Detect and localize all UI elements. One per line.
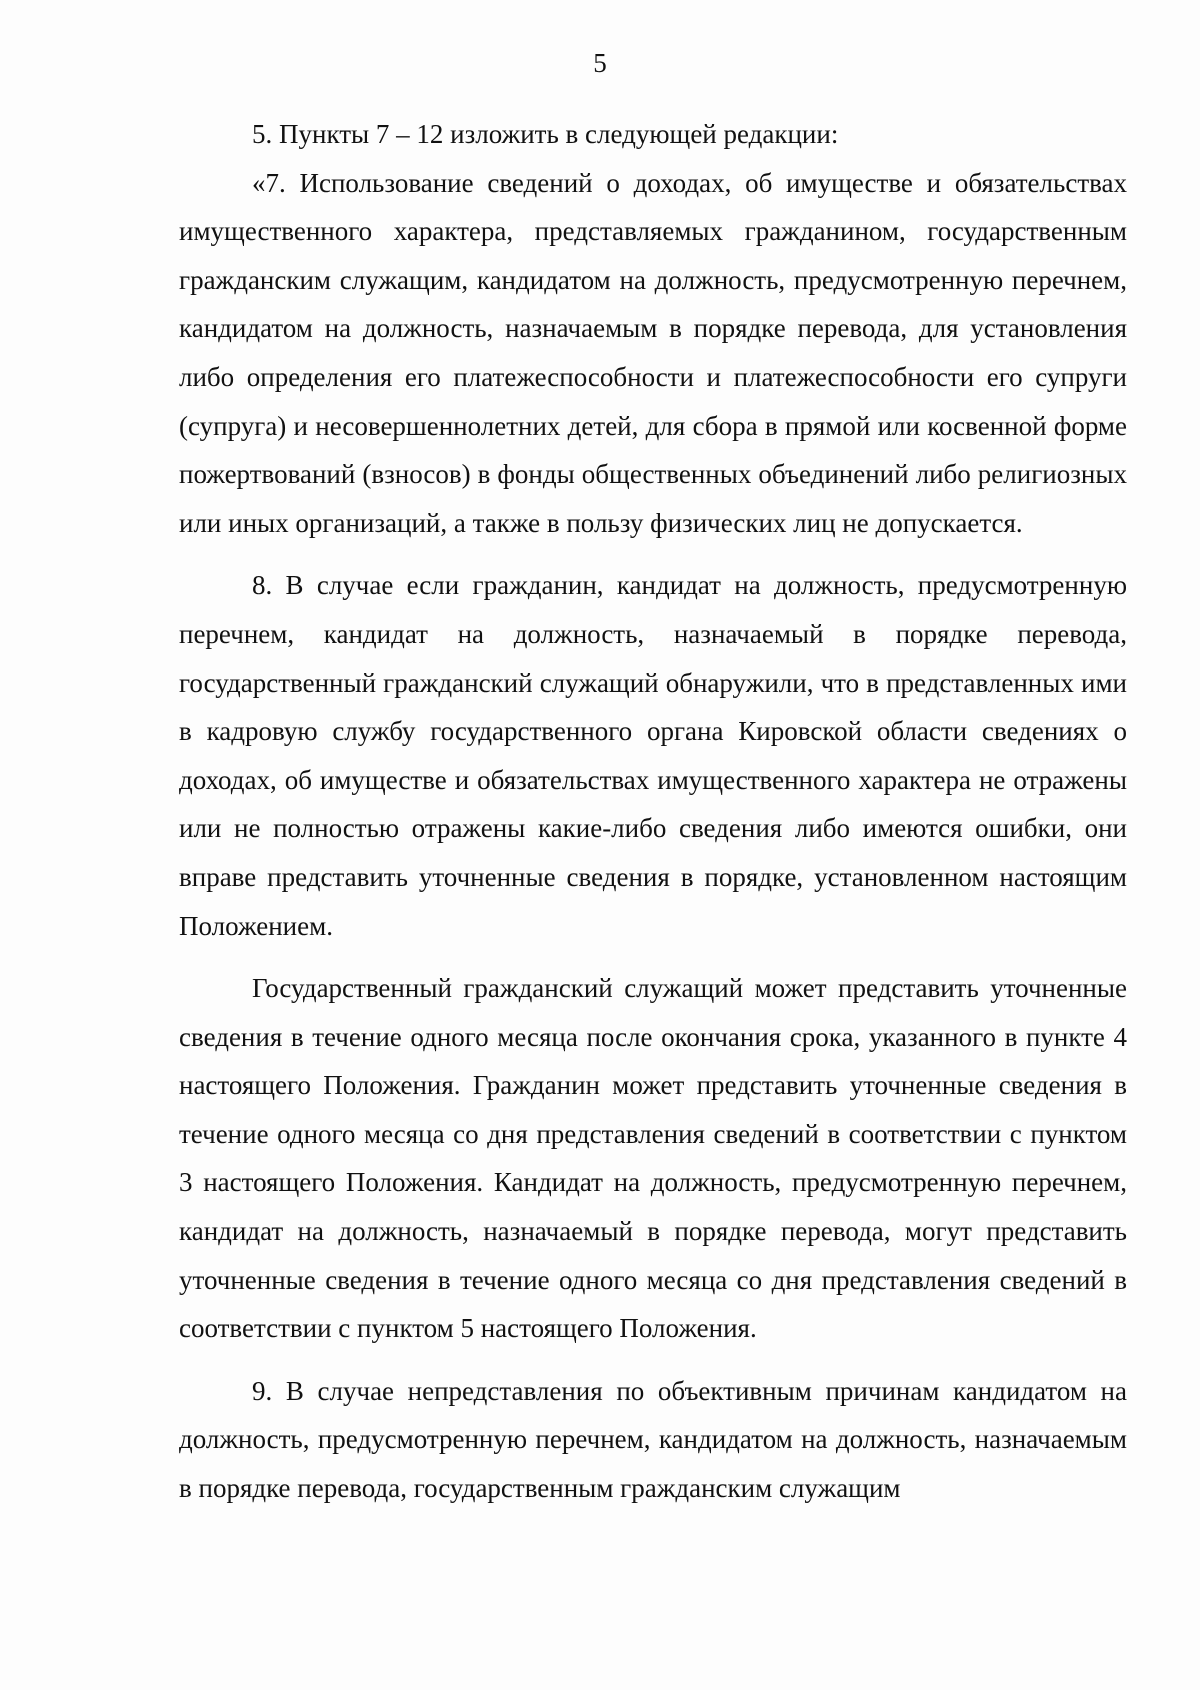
document-body: [179, 110, 1127, 1513]
paragraph-item-8-continuation: Государственный гражданский служащий может представить уточненные сведения в течение одного месяца после окончания срока, указанного в пункте 4 настоящего Положения. Гражданин может представить уточненные сведения в течение одного месяца со дня представления сведений в соответствии с пунктом 3 настоящего Положения. Кандидат на должность, предусмотренную перечнем, кандидат на должность, назначаемый в порядке перевода, могут представить уточненные сведения в течение одного месяца со дня представления сведений в соответствии с пунктом 5 настоящего Положения.: [179, 973, 1127, 1344]
paragraph-amendment-intro: 5. Пункты 7 – 12 изложить в следующей редакции:: [252, 119, 839, 149]
paragraph-item-7: «7. Использование сведений о доходах, об имуществе и обязательствах имущественного характера, представляемых гражданином, государственным гражданским служащим, кандидатом на должность, предусмотренную перечнем, кандидатом на должность, назначаемым в порядке перевода, для установления либо определения его платежеспособности и платежеспособности его супруги (супруга) и несовершеннолетних детей, для сбора в прямой или косвенной форме пожертвований (взносов) в фонды общественных объединений либо религиозных или иных организаций, а также в пользу физических лиц не допускается.: [179, 167, 1127, 538]
page-number: 5: [593, 48, 607, 78]
paragraph-item-8: 8. В случае если гражданин, кандидат на должность, предусмотренную перечнем, кандидат на должность, назначаемый в порядке перевода, государственный гражданский служащий обнаружили, что в представленных ими в кадровую службу государственного органа Кировской области сведениях о доходах, об имуществе и обязательствах имущественного характера не отражены или не полностью отражены какие-либо сведения либо имеются ошибки, они вправе представить уточненные сведения в порядке, установленном настоящим Положением.: [179, 570, 1127, 941]
paragraph-item-9: 9. В случае непредставления по объективным причинам кандидатом на должность, предусмотренную перечнем, кандидатом на должность, назначаемым в порядке перевода, государственным гражданским служащим: [179, 1375, 1127, 1504]
